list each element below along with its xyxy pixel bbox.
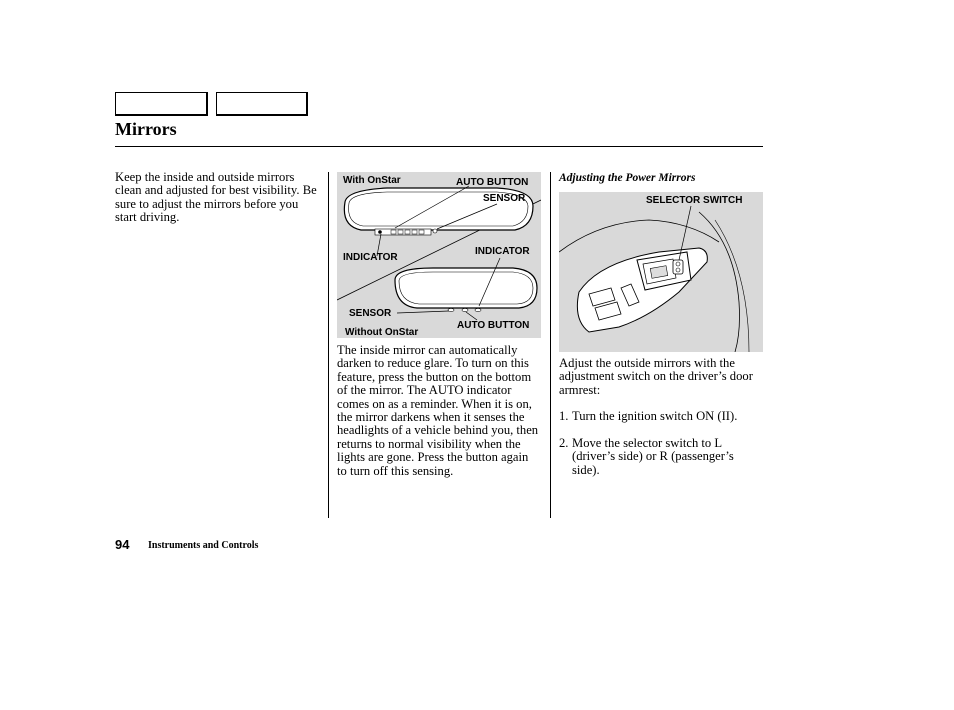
step-item <box>559 437 759 477</box>
label-auto-button-bottom: AUTO BUTTON <box>457 320 530 331</box>
column-divider-1 <box>328 172 329 518</box>
section-heading: Adjusting the Power Mirrors <box>559 172 696 184</box>
mirror-description: The inside mirror can automatically darken to reduce glare. To turn on this feature, press the button on the bottom of the mirror. The AUTO indicator comes on as a reminder. When it is on, the mirror darkens when it senses the headlights of a vehicle behind you, then returns to normal visibility when the lights are gone. Press the button again to turn off this sensing. <box>337 343 539 478</box>
step-text: Move the selector switch to L (driver’s side) or R (passenger’s side). <box>572 436 734 477</box>
step-item <box>559 410 759 423</box>
label-indicator-right: INDICATOR <box>475 246 530 257</box>
column-divider-2 <box>550 172 551 518</box>
selector-switch-figure <box>559 192 763 352</box>
intro-paragraph: Keep the inside and outside mirrors clean and adjusted for best visibility. Be sure to adjust the mirrors before you start driving. <box>115 170 317 225</box>
title-divider <box>115 146 763 147</box>
door-armrest-illustration <box>559 192 763 352</box>
adjust-paragraph: Adjust the outside mirrors with the adjustment switch on the driver’s door armrest: <box>559 356 753 397</box>
rearview-mirror-figure <box>337 172 541 338</box>
label-sensor-bottom: SENSOR <box>349 308 392 319</box>
header-tab-blank-2 <box>216 92 308 116</box>
header-tab-blank-1 <box>115 92 208 116</box>
label-selector-switch: SELECTOR SWITCH <box>646 195 743 206</box>
label-without-onstar: Without OnStar <box>345 327 419 338</box>
label-indicator-left: INDICATOR <box>343 252 398 263</box>
page-title: Mirrors <box>115 119 177 139</box>
step-number: 2. <box>559 436 569 450</box>
page-number: 94 <box>115 537 130 552</box>
step-text: Turn the ignition switch ON (II). <box>572 409 738 423</box>
label-with-onstar: With OnStar <box>343 175 401 186</box>
step-number: 1. <box>559 409 569 423</box>
label-auto-button-top: AUTO BUTTON <box>456 177 529 188</box>
footer-section-name: Instruments and Controls <box>148 540 259 551</box>
label-sensor-top: SENSOR <box>483 193 526 204</box>
